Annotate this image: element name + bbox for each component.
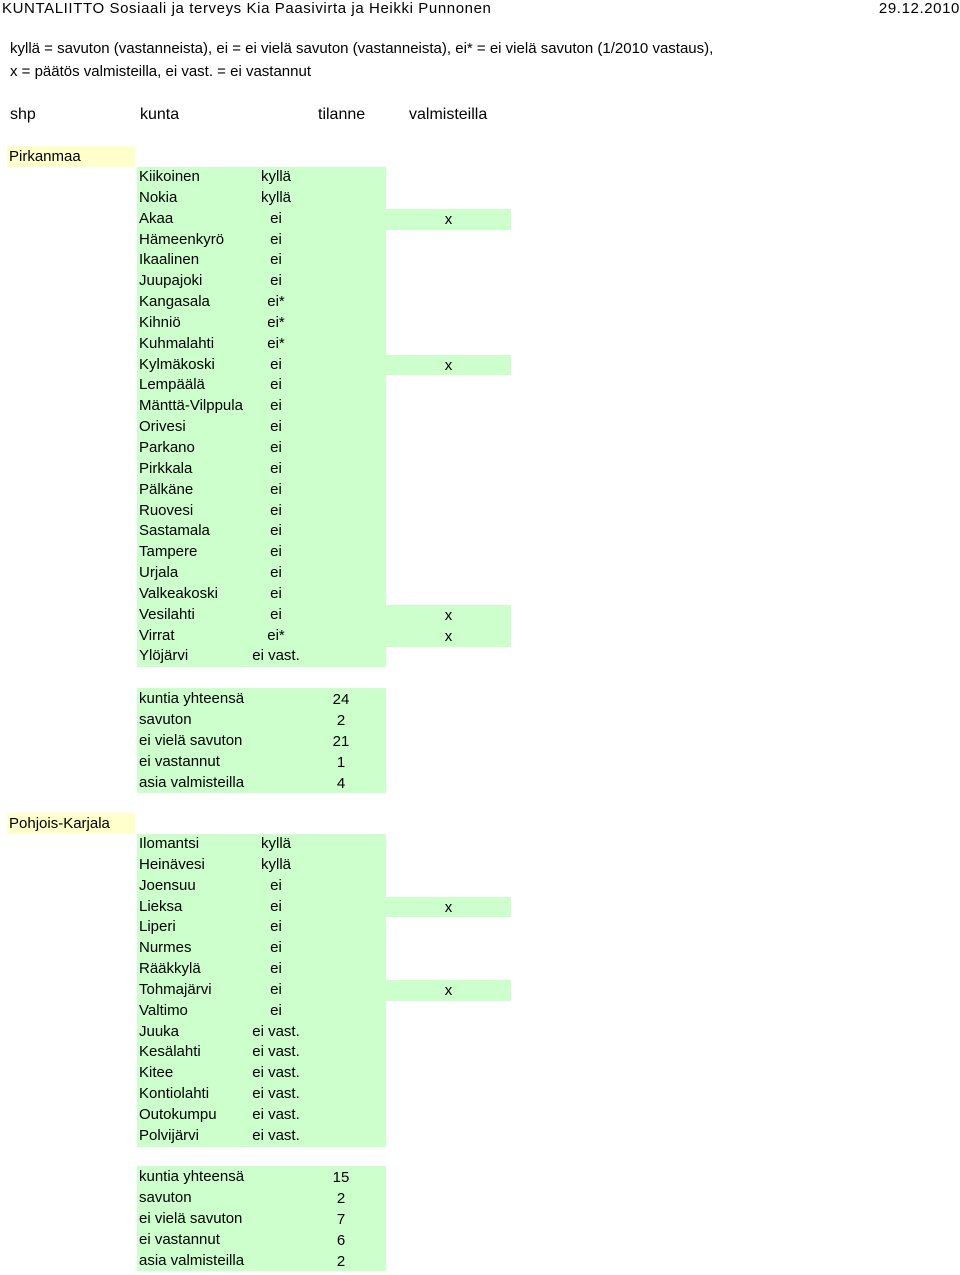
table-row [137,355,386,376]
table-row [137,834,386,855]
status-value: ei [270,397,282,415]
municipality-name: Kylmäkoski [139,355,215,373]
status-value: ei [270,501,282,519]
status-value: ei [270,960,282,978]
in-preparation-mark: x [386,605,511,626]
status-value: ei vast. [252,1085,300,1103]
status-value: ei [270,272,282,290]
summary-value: 6 [336,1232,346,1249]
table-row [137,1084,386,1105]
municipality-name: Juupajoki [139,272,203,290]
summary-label: kuntia yhteensä [139,1168,245,1185]
table-row [137,459,386,480]
municipality-name: Liperi [139,918,176,936]
table-row [137,438,386,459]
municipality-name: Mänttä-Vilppula [139,397,243,415]
column-header-tilanne: tilanne [318,106,366,123]
municipality-name: Pälkäne [139,480,194,498]
table-row [137,375,386,396]
municipality-name: Ilomantsi [139,835,200,852]
summary-label: ei vastannut [139,753,220,770]
legend-line-1: kyllä = savuton (vastanneista), ei = ei vielä savuton (vastanneista), ei* = ei vielä savuton (1/2010 vastaus), [10,40,714,57]
summary-value: 2 [336,1253,346,1270]
table-row [137,855,386,876]
table-row [137,1001,386,1022]
status-value: ei [270,876,282,894]
municipality-name: Akaa [139,209,174,227]
municipality-name: Lempäälä [139,376,205,394]
status-value: ei [270,897,282,915]
summary-row [137,1187,386,1208]
status-value: kyllä [260,855,291,873]
municipality-name: Nurmes [139,939,192,957]
status-value: ei [270,543,282,561]
municipality-name: Pirkkala [139,459,193,477]
summary-label: asia valmisteilla [139,1252,245,1269]
summary-label: asia valmisteilla [139,774,245,791]
summary-row [137,751,386,772]
legend [10,37,810,83]
municipality-name: Hämeenkyrö [139,230,225,248]
summary-label: kuntia yhteensä [139,690,245,707]
status-value: ei [270,376,282,394]
table-row [137,876,386,897]
in-preparation-mark: x [386,897,511,918]
table-row [137,1042,386,1063]
status-value: ei [270,605,282,623]
municipality-name: Parkano [139,438,195,456]
table-row [137,188,386,209]
table-row [137,1063,386,1084]
table-row [137,1105,386,1126]
status-value: ei vast. [252,1043,300,1061]
summary-row [137,709,386,730]
summary-label: ei vielä savuton [139,732,243,749]
table-row [137,542,386,563]
summary-value: 1 [336,754,346,771]
municipality-name: Kontiolahti [139,1085,210,1103]
table-row [137,334,386,355]
summary-label: ei vastannut [139,1231,220,1248]
summary-value: 21 [332,733,350,750]
status-value: ei [270,980,282,998]
status-value: ei [270,459,282,477]
summary-value: 4 [336,775,346,792]
document-header-title: KUNTALIITTO Sosiaali ja terveys Kia Paasivirta ja Heikki Punnonen [2,0,492,17]
table-row [137,167,386,188]
summary-row [137,1250,386,1271]
municipality-name: Valkeakoski [139,584,218,602]
municipality-name: Joensuu [139,876,196,894]
column-header-kunta: kunta [140,106,180,123]
legend-line-2: x = päätös valmisteilla, ei vast. = ei vastannut [10,63,311,80]
table-row [137,230,386,251]
summary-value: 15 [332,1169,350,1186]
status-value: ei [270,1001,282,1019]
summary-table [137,688,386,793]
municipality-name: Kangasala [139,293,210,311]
table-row [137,292,386,313]
municipality-name: Tampere [139,543,198,561]
table-row [137,626,386,647]
status-value: ei [270,480,282,498]
municipality-table [137,834,386,1147]
municipality-name: Kihniö [139,313,181,331]
municipality-name: Heinävesi [139,855,205,873]
summary-row [137,1208,386,1229]
municipality-name: Juuka [139,1022,180,1040]
status-value: ei [270,355,282,373]
municipality-name: Ylöjärvi [139,647,189,665]
summary-label: ei vielä savuton [139,1210,243,1227]
table-row [137,584,386,605]
table-row [137,480,386,501]
municipality-name: Orivesi [139,418,186,436]
summary-value: 24 [332,691,350,708]
status-value: ei vast. [252,1022,300,1040]
status-value: ei* [267,313,285,331]
summary-value: 2 [336,712,346,729]
summary-label: savuton [139,711,192,728]
summary-table [137,1166,386,1271]
status-value: ei vast. [252,1064,300,1082]
table-row [137,250,386,271]
table-row [137,313,386,334]
status-value: ei [270,251,282,269]
summary-label: savuton [139,1189,192,1206]
municipality-name: Sastamala [139,522,210,540]
in-preparation-mark: x [386,980,511,1001]
status-value: ei [270,418,282,436]
summary-value: 7 [336,1211,346,1228]
table-row [137,646,386,667]
municipality-name: Kesälahti [139,1043,201,1061]
municipality-name: Kitee [139,1064,174,1082]
summary-row [137,1229,386,1250]
municipality-name: Nokia [139,188,178,206]
column-header-valmisteilla: valmisteilla [409,106,488,123]
table-row [137,917,386,938]
municipality-name: Lieksa [139,897,183,915]
municipality-name: Ikaalinen [139,251,200,269]
municipality-name: Kiikoinen [139,168,200,185]
status-value: ei* [267,293,285,311]
status-value: ei [270,939,282,957]
status-value: ei [270,230,282,248]
summary-row [137,688,386,709]
status-value: kyllä [260,835,291,852]
municipality-name: Outokumpu [139,1105,217,1123]
region-label: Pohjois-Karjala [7,813,135,834]
municipality-name: Polvijärvi [139,1126,200,1144]
summary-row [137,772,386,793]
table-row [137,1022,386,1043]
status-value: ei [270,438,282,456]
table-row [137,209,386,230]
table-row [137,501,386,522]
municipality-name: Vesilahti [139,605,195,623]
document-header-date: 29.12.2010 [878,0,960,17]
summary-value: 2 [336,1190,346,1207]
status-value: ei [270,584,282,602]
table-row [137,897,386,918]
municipality-name: Ruovesi [139,501,194,519]
summary-row [137,730,386,751]
status-value: ei vast. [252,1105,300,1123]
municipality-name: Virrat [139,626,175,644]
status-value: ei vast. [252,1126,300,1144]
status-value: kyllä [260,188,291,206]
in-preparation-mark: x [386,626,511,647]
municipality-name: Urjala [139,564,179,582]
summary-row [137,1166,386,1187]
table-row [137,396,386,417]
status-value: ei* [267,334,285,352]
table-row [137,521,386,542]
table-row [137,1126,386,1147]
municipality-table [137,167,386,667]
region-label: Pirkanmaa [7,146,135,167]
status-value: ei [270,564,282,582]
status-value: ei* [267,626,285,644]
status-value: ei [270,918,282,936]
table-row [137,959,386,980]
table-row [137,417,386,438]
status-value: ei vast. [252,647,300,665]
in-preparation-mark: x [386,209,511,230]
in-preparation-mark: x [386,355,511,376]
table-row [137,271,386,292]
table-row [137,938,386,959]
status-value: kyllä [260,168,291,185]
municipality-name: Valtimo [139,1001,188,1019]
municipality-name: Kuhmalahti [139,334,215,352]
table-row [137,605,386,626]
column-header-shp: shp [10,106,36,123]
status-value: ei [270,209,282,227]
table-row [137,563,386,584]
status-value: ei [270,522,282,540]
municipality-name: Tohmajärvi [139,980,212,998]
municipality-name: Rääkkylä [139,960,201,978]
table-row [137,980,386,1001]
